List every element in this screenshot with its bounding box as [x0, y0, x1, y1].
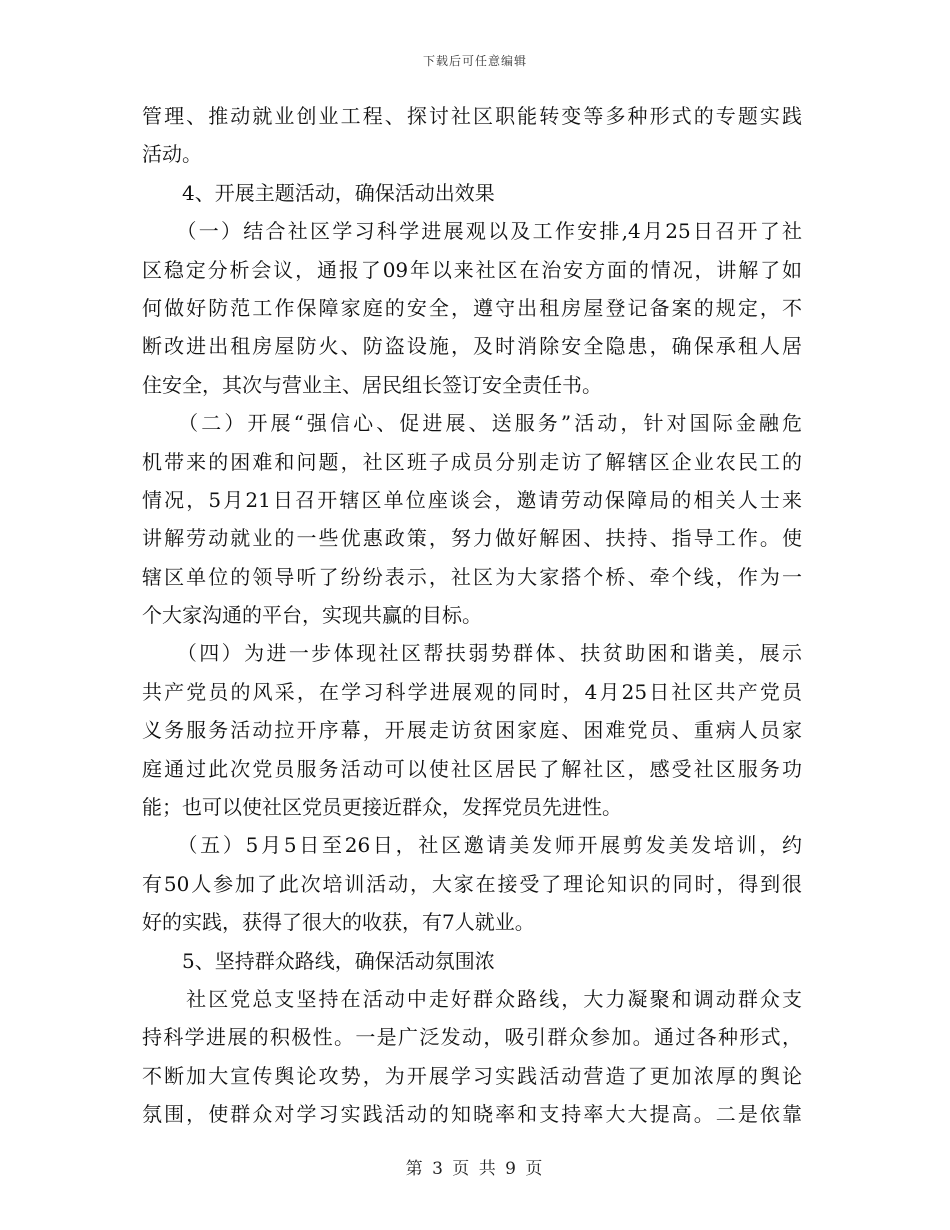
text-line: 断改进出租房屋防火、防盗设施，及时消除安全隐患，确保承租人居	[142, 334, 802, 359]
text-line: 好的实践，获得了很大的收获，有7人就业。	[142, 910, 535, 935]
text-line: 个大家沟通的平台，实现共赢的目标。	[142, 603, 482, 628]
text-line: （一）结合社区学习科学进展观以及工作安排,4月25日召开了社	[142, 219, 802, 244]
text-line: 管理、推动就业创业工程、探讨社区职能转变等多种形式的专题实践	[142, 104, 802, 128]
text-line: 不断加大宣传舆论攻势，为开展学习实践活动营造了更加浓厚的舆论	[142, 1063, 802, 1088]
text-line: 辖区单位的领导听了纷纷表示，社区为大家搭个桥、牵个线，作为一	[142, 564, 802, 589]
text-line: 机带来的困难和问题，社区班子成员分别走访了解辖区企业农民工的	[142, 449, 802, 474]
text-line: （四）为进一步体现社区帮扶弱势群体、扶贫助困和谐美，展示	[142, 641, 802, 666]
text-line: 能；也可以使社区党员更接近群众，发挥党员先进性。	[142, 795, 622, 820]
text-line: 义务服务活动拉开序幕，开展走访贫困家庭、困难党员、重病人员家	[142, 718, 802, 743]
text-line: 有50人参加了此次培训活动，大家在接受了理论知识的同时，得到很	[142, 871, 802, 896]
text-line: 持科学进展的积极性。一是广泛发动，吸引群众参加。通过各种形式，	[142, 1025, 802, 1050]
page-number-footer: 第 3 页 共 9 页	[405, 1159, 545, 1179]
text-line: 社区党总支坚持在活动中走好群众路线，大力凝聚和调动群众支	[142, 986, 802, 1011]
text-line: 4、开展主题活动，确保活动出效果	[142, 180, 495, 205]
text-line: 5、坚持群众路线，确保活动氛围浓	[142, 948, 495, 973]
text-line: 庭通过此次党员服务活动可以使社区居民了解社区，感受社区服务功	[142, 756, 802, 781]
text-line: 活动。	[142, 142, 202, 167]
page-header: 下载后可任意编辑	[422, 54, 527, 68]
text-line: 住安全，其次与营业主、居民组长签订安全责任书。	[142, 372, 602, 397]
text-line: 讲解劳动就业的一些优惠政策，努力做好解困、扶持、指导工作。使	[142, 526, 802, 551]
text-line: （二）开展“强信心、促进展、送服务”活动，针对国际金融危	[142, 411, 802, 436]
text-line: （五）5月5日至26日，社区邀请美发师开展剪发美发培训，约	[142, 833, 802, 858]
text-line: 氛围，使群众对学习实践活动的知晓率和支持率大大提高。二是依靠	[142, 1102, 802, 1127]
text-line: 区稳定分析会议，通报了09年以来社区在治安方面的情况，讲解了如	[142, 257, 802, 282]
text-line: 共产党员的风采，在学习科学进展观的同时，4月25日社区共产党员	[142, 679, 802, 704]
document-body	[142, 97, 802, 1134]
text-line: 情况，5月21日召开辖区单位座谈会，邀请劳动保障局的相关人士来	[142, 487, 802, 512]
text-line: 何做好防范工作保障家庭的安全，遵守出租房屋登记备案的规定，不	[142, 295, 802, 320]
